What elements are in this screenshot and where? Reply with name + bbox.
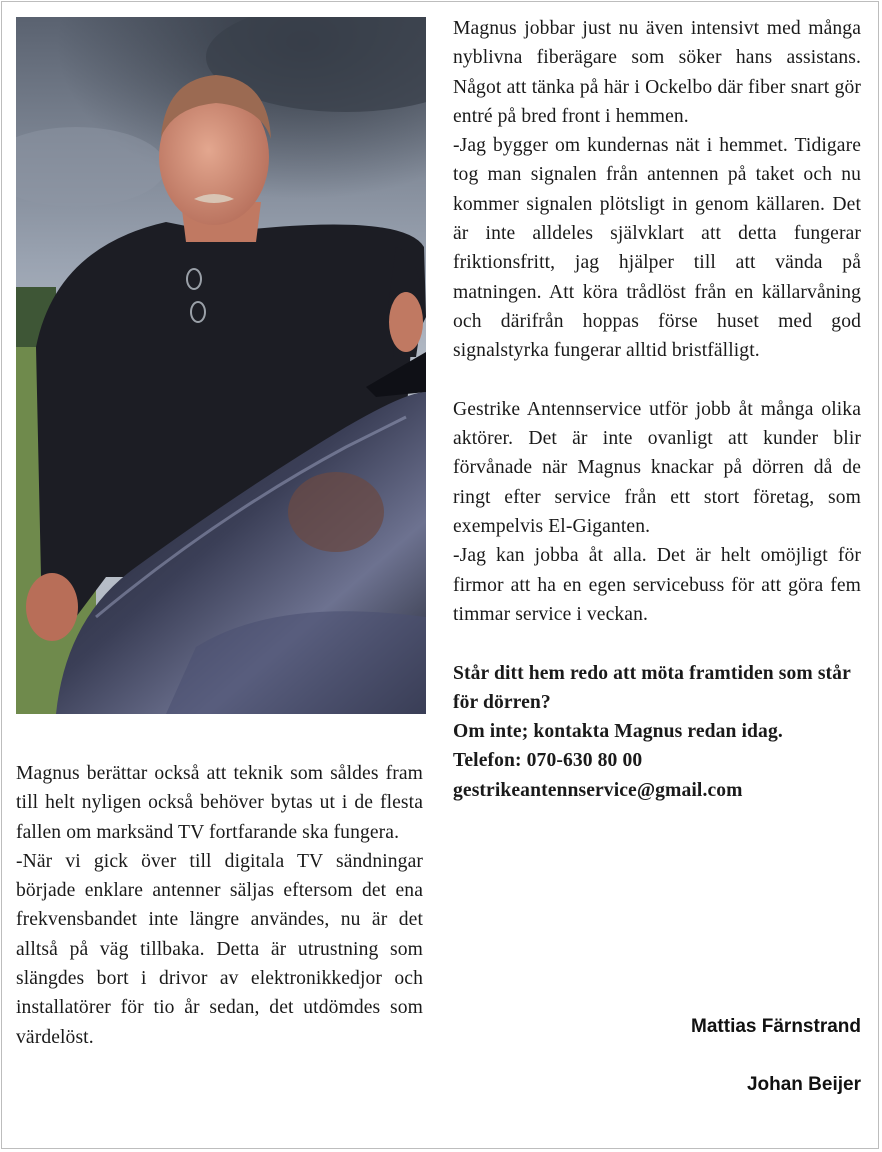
contact-email: gestrikeantennservice@gmail.com xyxy=(453,779,743,801)
contact-block xyxy=(453,659,861,805)
contact-question: Står ditt hem redo att möta framtiden som står för dörren? xyxy=(453,662,851,713)
paragraph-spacer xyxy=(453,629,861,658)
left-column xyxy=(16,759,423,1052)
portrait-photo xyxy=(16,17,426,714)
paragraph-clients: Gestrike Antennservice utför jobb åt många olika aktörer. Det är inte ovanligt att kunder blir förvånade när Magnus knackar på dörren då de ringt efter service från ett stort företag, som exempelvis El-Giganten. xyxy=(453,398,861,538)
portrait-illustration xyxy=(16,17,426,714)
paragraph-quote-digital: -När vi gick över till digitala TV sändningar började enklare antenner säljas eftersom det ena frekvensbandet inte längre användes, nu är det alltså på väg tillbaka. Detta är utrustning som slängdes bort i drivor av elektronikkedjor och installatörer för tio år sedan, det utdömdes som värdelöst. xyxy=(16,850,423,1048)
paragraph-technology: Magnus berättar också att teknik som såldes fram till helt nyligen också behöver bytas ut i de flesta fallen om marksänd TV fortfarande ska fungera. xyxy=(16,763,423,843)
paragraph-fiber: Magnus jobbar just nu även intensivt med många nyblivna fiberägare som söker hans assistans. Något att tänka på här i Ockelbo där fiber snart gör entré på bred front i hemmen. xyxy=(453,18,861,127)
byline-photographer: Johan Beijer xyxy=(746,1074,861,1095)
byline-author: Mattias Färnstrand xyxy=(691,1016,861,1037)
paragraph-quote-work: -Jag kan jobba åt alla. Det är helt omöjligt för firmor att ha en egen servicebuss för att göra fem timmar service i veckan. xyxy=(453,545,861,625)
right-column xyxy=(453,14,861,805)
paragraph-quote-network: -Jag bygger om kundernas nät i hemmet. Tidigare tog man signalen från antennen på taket och nu kommer signalen plötsligt in genom källaren. Det är inte alldeles självklart att detta fungerar friktionsfritt, jag hjälper till att vända på matningen. Att köra trådlöst från en källarvåning och därifrån hoppas förse huset med god signalstyrka fungerar alltid bristfälligt. xyxy=(453,135,861,362)
contact-phone: Telefon: 070-630 80 00 xyxy=(453,750,643,772)
paragraph-spacer xyxy=(453,366,861,395)
contact-call-to-action: Om inte; kontakta Magnus redan idag. xyxy=(453,721,783,743)
